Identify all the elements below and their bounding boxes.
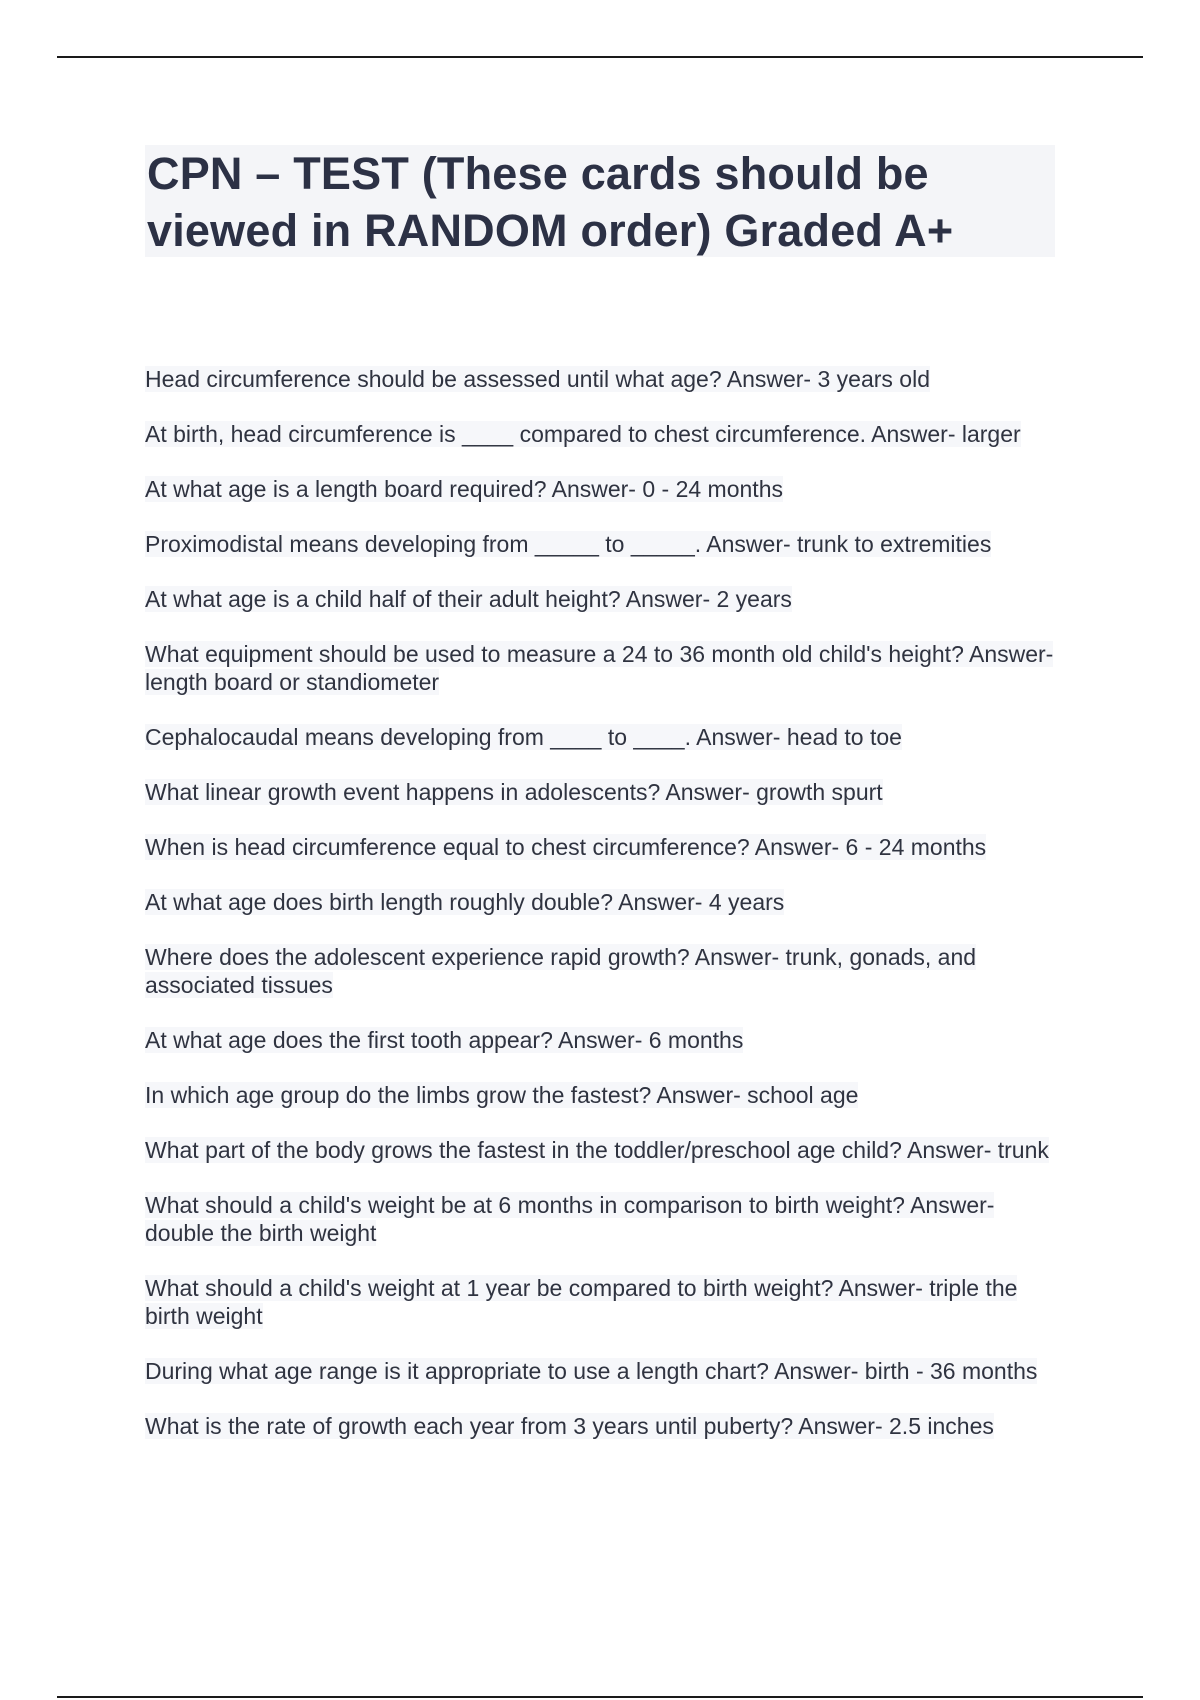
qa-text: During what age range is it appropriate to use a length chart? Answer- birth - 36 months	[145, 1358, 1038, 1384]
qa-text: At what age is a child half of their adult height? Answer- 2 years	[145, 586, 792, 612]
qa-text: What part of the body grows the fastest in the toddler/preschool age child? Answer- trunk	[145, 1137, 1049, 1163]
list-item	[145, 1026, 1065, 1054]
list-item	[145, 888, 1065, 916]
list-item	[145, 585, 1065, 613]
list-item	[145, 833, 1065, 861]
qa-text: In which age group do the limbs grow the fastest? Answer- school age	[145, 1082, 859, 1108]
qa-text: What is the rate of growth each year from 3 years until puberty? Answer- 2.5 inches	[145, 1413, 994, 1439]
qa-text: What equipment should be used to measure a 24 to 36 month old child's height? Answer- length board or standiometer	[145, 641, 1054, 695]
list-item	[145, 778, 1065, 806]
bottom-rule	[57, 1696, 1143, 1698]
qa-text: Proximodistal means developing from _____ to _____. Answer- trunk to extremities	[145, 531, 992, 557]
list-item	[145, 943, 1065, 999]
list-item	[145, 475, 1065, 503]
qa-text: When is head circumference equal to chest circumference? Answer- 6 - 24 months	[145, 834, 987, 860]
list-item	[145, 723, 1065, 751]
qa-text: What should a child's weight be at 6 months in comparison to birth weight? Answer- double the birth weight	[145, 1192, 995, 1246]
list-item	[145, 640, 1065, 696]
list-item	[145, 1081, 1065, 1109]
title-block	[145, 145, 1055, 257]
list-item	[145, 1191, 1065, 1247]
qa-text: At what age is a length board required? Answer- 0 - 24 months	[145, 476, 783, 502]
qa-text: Where does the adolescent experience rapid growth? Answer- trunk, gonads, and associated tissues	[145, 944, 977, 998]
list-item	[145, 420, 1065, 448]
qa-text: At what age does birth length roughly double? Answer- 4 years	[145, 889, 785, 915]
qa-list	[145, 365, 1065, 1467]
qa-text: Cephalocaudal means developing from ____ to ____. Answer- head to toe	[145, 724, 902, 750]
document-title: CPN – TEST (These cards should be viewed in RANDOM order) Graded A+	[147, 148, 954, 256]
qa-text: What linear growth event happens in adolescents? Answer- growth spurt	[145, 779, 883, 805]
qa-text: Head circumference should be assessed until what age? Answer- 3 years old	[145, 366, 930, 392]
qa-text: At birth, head circumference is ____ compared to chest circumference. Answer- larger	[145, 421, 1021, 447]
list-item	[145, 1412, 1065, 1440]
list-item	[145, 530, 1065, 558]
top-rule	[57, 56, 1143, 58]
list-item	[145, 1274, 1065, 1330]
qa-text: What should a child's weight at 1 year be compared to birth weight? Answer- triple the birth weight	[145, 1275, 1018, 1329]
list-item	[145, 365, 1065, 393]
list-item	[145, 1357, 1065, 1385]
qa-text: At what age does the first tooth appear? Answer- 6 months	[145, 1027, 744, 1053]
list-item	[145, 1136, 1065, 1164]
